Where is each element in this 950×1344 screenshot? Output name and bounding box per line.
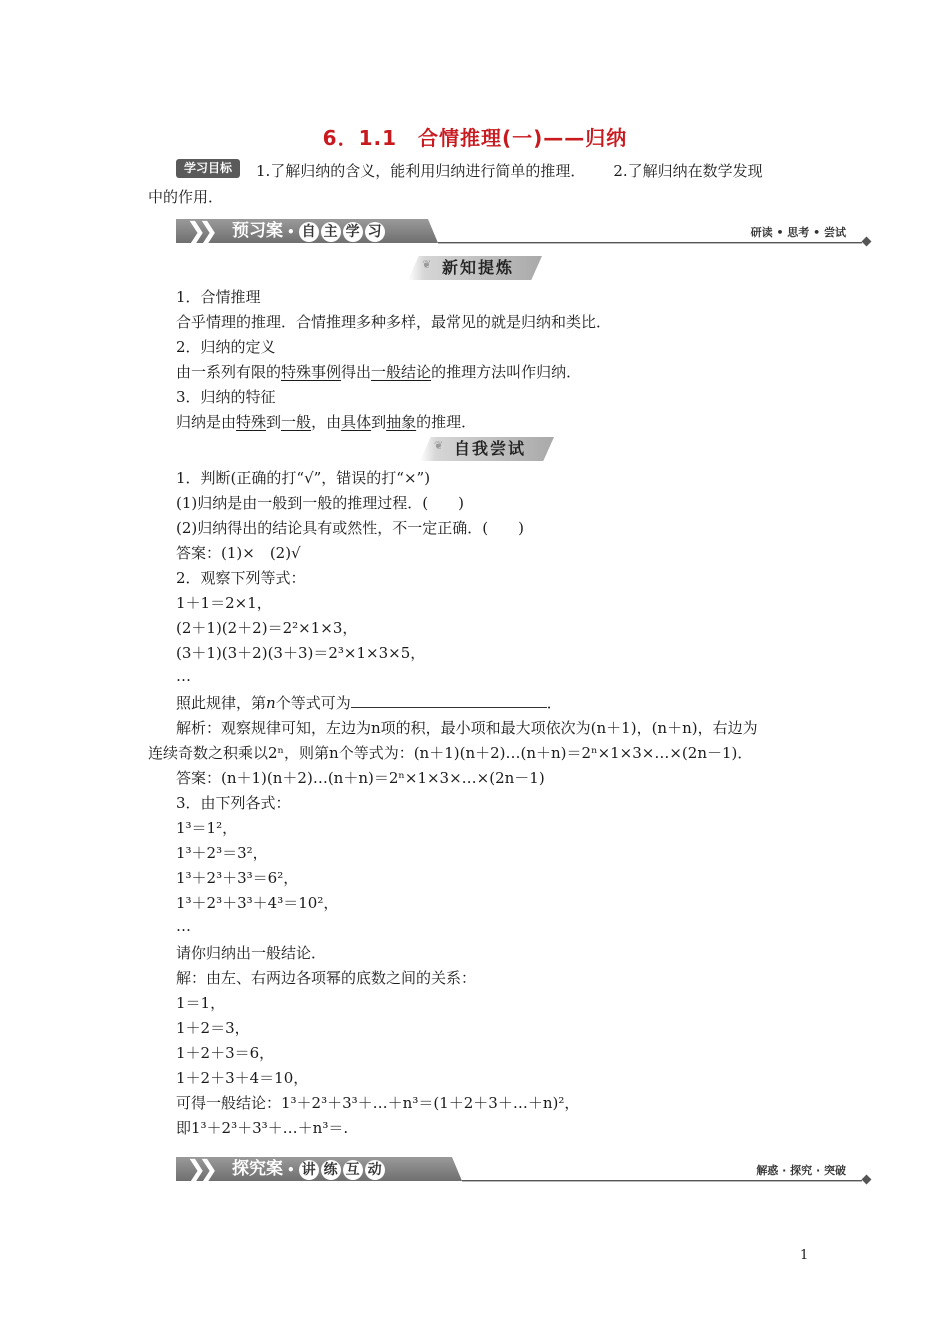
double-chevron-icon: ❯❯ — [186, 217, 211, 245]
underlined-term: 一般 — [281, 413, 312, 431]
q3-step-2: 1＋2＝3， — [176, 1019, 250, 1037]
q2-answer: 答案：(n＋1)(n＋2)…(n＋n)＝2ⁿ×1×3×…×(2n－1) — [176, 769, 545, 787]
underlined-term: 特殊事例 — [281, 363, 342, 381]
page-number: 1 — [800, 1248, 809, 1263]
paragraph-1: 合乎情理的推理．合情推理多种多样，最常见的就是归纳和类比． — [176, 313, 612, 331]
double-chevron-icon: ❯❯ — [186, 1155, 211, 1183]
q3-solution: 解：由左、右两边各项幂的底数之间的关系： — [176, 969, 477, 987]
q3-eq-4: 1³＋2³＋3³＋4³＝10²， — [176, 894, 339, 912]
leaf-icon: ❦ — [434, 439, 444, 452]
banner-char: 练 — [321, 1160, 341, 1180]
underlined-term: 一般结论 — [371, 363, 432, 381]
underlined-term: 抽象 — [386, 413, 417, 431]
answer-blank — [351, 693, 547, 708]
q2-solution-2: 连续奇数之积乘以2ⁿ，则第n个等式为：(n＋1)(n＋2)…(n＋n)＝2ⁿ×1×3×…×(2n－1)． — [148, 744, 753, 762]
heading-1: 1．合情推理 — [176, 288, 261, 306]
q2-eq-3: (3＋1)(3＋2)(3＋3)＝2³×1×3×5， — [176, 644, 426, 662]
q3-conclusion: 可得一般结论：1³＋2³＋3³＋…＋n³＝(1＋2＋3＋…＋n)²， — [176, 1094, 580, 1112]
page-title: 6．1.1 合情推理(一)——归纳 — [322, 126, 628, 150]
banner-title: 预习案 • 自 主 学 习 — [232, 220, 387, 243]
section-tag-self-try — [420, 437, 554, 461]
q3-step-1: 1＝1， — [176, 994, 226, 1012]
q2-solution-1: 解析：观察规律可知，左边为n项的积，最小项和最大项依次为(n＋1)，(n＋n)，右边为 — [176, 719, 758, 737]
q2-ellipsis: … — [176, 667, 191, 685]
q3-eq-3: 1³＋2³＋3³＝6²， — [176, 869, 299, 887]
section-banner-explore — [176, 1154, 870, 1184]
underlined-term: 特殊 — [236, 413, 267, 431]
diamond-icon — [862, 1175, 872, 1185]
q1-stem: 1．判断(正确的打“√”，错误的打“×”) — [176, 469, 431, 487]
paragraph-2: 由一系列有限的特殊事例得出一般结论的推理方法叫作归纳． — [176, 363, 582, 381]
learning-goals — [256, 160, 763, 181]
banner-char: 互 — [343, 1160, 363, 1180]
q2-question: 照此规律，第n个等式可为 ． — [176, 694, 562, 712]
goal-item-2: 2.了解归纳在数学发现 — [613, 162, 763, 180]
banner-char: 自 — [299, 222, 319, 242]
q3-ellipsis: … — [176, 917, 191, 935]
banner-char: 动 — [365, 1160, 385, 1180]
heading-2: 2．归纳的定义 — [176, 338, 276, 356]
q1-answer: 答案：(1)× (2)√ — [176, 544, 301, 562]
banner-char: 主 — [321, 222, 341, 242]
q3-eq-2: 1³＋2³＝3²， — [176, 844, 268, 862]
learning-goals-badge: 学习目标 — [176, 159, 240, 178]
tag-label: 新知提炼 — [441, 258, 514, 277]
goal-item-1: 1.了解归纳的含义，能利用归纳进行简单的推理． — [256, 162, 586, 180]
q3-step-3: 1＋2＋3＝6， — [176, 1044, 275, 1062]
banner-char: 习 — [365, 222, 385, 242]
banner-subtitle: 解惑 · 探究 · 突破 — [756, 1164, 846, 1177]
banner-subtitle: 研读 • 思考 • 尝试 — [750, 226, 846, 239]
banner-title-main: 预习案 — [232, 221, 283, 241]
q3-conclusion-2: 即1³＋2³＋3³＋…＋n³＝. — [176, 1119, 349, 1137]
section-tag-new-knowledge — [408, 256, 542, 280]
q1-item-b: (2)归纳得出的结论具有或然性，不一定正确．( ) — [176, 519, 524, 537]
underlined-term: 具体 — [341, 413, 372, 431]
section-banner-preview — [176, 216, 870, 246]
banner-rule — [438, 242, 862, 244]
heading-3: 3．归纳的特征 — [176, 388, 276, 406]
leaf-icon: ❦ — [422, 258, 432, 271]
banner-title-main: 探究案 — [232, 1159, 283, 1179]
q1-item-a: (1)归纳是由一般到一般的推理过程．( ) — [176, 494, 464, 512]
q3-stem: 3．由下列各式： — [176, 794, 291, 812]
tag-label: 自我尝试 — [453, 439, 526, 458]
banner-title: 探究案 • 讲 练 互 动 — [232, 1158, 387, 1181]
banner-char: 学 — [343, 222, 363, 242]
q3-question: 请你归纳出一般结论． — [176, 944, 327, 962]
q2-stem: 2．观察下列等式： — [176, 569, 306, 587]
q3-step-4: 1＋2＋3＋4＝10， — [176, 1069, 309, 1087]
banner-char: 讲 — [299, 1160, 319, 1180]
goal-item-2-continued: 中的作用． — [148, 188, 224, 206]
banner-rule — [462, 1180, 862, 1182]
diamond-icon — [862, 237, 872, 247]
q2-eq-1: 1＋1＝2×1， — [176, 594, 272, 612]
q3-eq-1: 1³＝1²， — [176, 819, 238, 837]
paragraph-3: 归纳是由特殊到一般，由具体到抽象的推理． — [176, 413, 477, 431]
q2-eq-2: (2＋1)(2＋2)＝2²×1×3， — [176, 619, 358, 637]
